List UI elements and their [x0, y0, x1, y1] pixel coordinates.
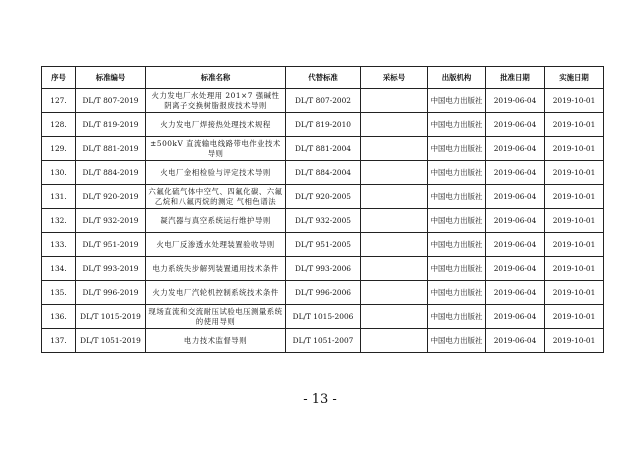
cell-name: 火电厂反渗透水处理装置验收导则	[146, 233, 286, 257]
cell-code: DL/T 807-2019	[76, 89, 146, 113]
cell-publisher: 中国电力出版社	[428, 89, 486, 113]
cell-code: DL/T 884-2019	[76, 161, 146, 185]
cell-effective: 2019-10-01	[545, 185, 604, 209]
cell-replaces: DL/T 1015-2006	[286, 305, 361, 329]
cell-name: 火力发电厂汽轮机控制系统技术条件	[146, 281, 286, 305]
cell-replaces: DL/T 881-2004	[286, 137, 361, 161]
header-effective: 实施日期	[545, 67, 604, 89]
cell-serial: 128.	[42, 113, 76, 137]
cell-name: 火电厂金相检验与评定技术导则	[146, 161, 286, 185]
cell-serial: 131.	[42, 185, 76, 209]
cell-replaces: DL/T 884-2004	[286, 161, 361, 185]
cell-effective: 2019-10-01	[545, 137, 604, 161]
table-row	[42, 185, 604, 209]
cell-approved: 2019-06-04	[486, 185, 545, 209]
cell-adopted	[361, 233, 428, 257]
cell-publisher: 中国电力出版社	[428, 329, 486, 353]
cell-code: DL/T 819-2019	[76, 113, 146, 137]
cell-publisher: 中国电力出版社	[428, 233, 486, 257]
cell-code: DL/T 932-2019	[76, 209, 146, 233]
cell-replaces: DL/T 993-2006	[286, 257, 361, 281]
cell-adopted	[361, 113, 428, 137]
table-row	[42, 209, 604, 233]
cell-name: 凝汽器与真空系统运行维护导则	[146, 209, 286, 233]
header-adopted: 采标号	[361, 67, 428, 89]
cell-publisher: 中国电力出版社	[428, 185, 486, 209]
cell-replaces: DL/T 807-2002	[286, 89, 361, 113]
cell-approved: 2019-06-04	[486, 257, 545, 281]
cell-serial: 134.	[42, 257, 76, 281]
cell-publisher: 中国电力出版社	[428, 281, 486, 305]
header-name: 标准名称	[146, 67, 286, 89]
table-body	[42, 89, 604, 353]
cell-publisher: 中国电力出版社	[428, 305, 486, 329]
cell-adopted	[361, 185, 428, 209]
cell-serial: 130.	[42, 161, 76, 185]
cell-name: 电力技术监督导则	[146, 329, 286, 353]
table-row	[42, 161, 604, 185]
cell-effective: 2019-10-01	[545, 161, 604, 185]
table-row	[42, 305, 604, 329]
cell-effective: 2019-10-01	[545, 113, 604, 137]
header-publisher: 出版机构	[428, 67, 486, 89]
cell-adopted	[361, 281, 428, 305]
cell-code: DL/T 1015-2019	[76, 305, 146, 329]
cell-publisher: 中国电力出版社	[428, 161, 486, 185]
cell-name: 火力发电厂水处理用 201×7 强碱性阴离子交换树脂报废技术导则	[146, 89, 286, 113]
cell-serial: 135.	[42, 281, 76, 305]
cell-approved: 2019-06-04	[486, 305, 545, 329]
cell-approved: 2019-06-04	[486, 137, 545, 161]
table-row	[42, 89, 604, 113]
table-row	[42, 113, 604, 137]
cell-effective: 2019-10-01	[545, 305, 604, 329]
cell-name: 火力发电厂焊接热处理技术规程	[146, 113, 286, 137]
cell-adopted	[361, 137, 428, 161]
cell-approved: 2019-06-04	[486, 281, 545, 305]
cell-replaces: DL/T 1051-2007	[286, 329, 361, 353]
cell-replaces: DL/T 819-2010	[286, 113, 361, 137]
table-row	[42, 329, 604, 353]
cell-approved: 2019-06-04	[486, 233, 545, 257]
cell-name: ±500kV 直流输电线路带电作业技术导则	[146, 137, 286, 161]
cell-effective: 2019-10-01	[545, 281, 604, 305]
cell-replaces: DL/T 932-2005	[286, 209, 361, 233]
cell-publisher: 中国电力出版社	[428, 113, 486, 137]
cell-adopted	[361, 209, 428, 233]
table-row	[42, 281, 604, 305]
header-code: 标准编号	[76, 67, 146, 89]
cell-serial: 137.	[42, 329, 76, 353]
cell-code: DL/T 881-2019	[76, 137, 146, 161]
cell-name: 六氟化硫气体中空气、四氟化碳、六氟乙烷和八氟丙烷的测定 气相色谱法	[146, 185, 286, 209]
cell-adopted	[361, 161, 428, 185]
cell-replaces: DL/T 996-2006	[286, 281, 361, 305]
header-replaces: 代替标准	[286, 67, 361, 89]
cell-approved: 2019-06-04	[486, 161, 545, 185]
cell-replaces: DL/T 920-2005	[286, 185, 361, 209]
cell-effective: 2019-10-01	[545, 89, 604, 113]
cell-code: DL/T 996-2019	[76, 281, 146, 305]
cell-code: DL/T 920-2019	[76, 185, 146, 209]
cell-effective: 2019-10-01	[545, 233, 604, 257]
cell-approved: 2019-06-04	[486, 209, 545, 233]
cell-publisher: 中国电力出版社	[428, 257, 486, 281]
header-serial: 序号	[42, 67, 76, 89]
cell-effective: 2019-10-01	[545, 257, 604, 281]
cell-effective: 2019-10-01	[545, 329, 604, 353]
cell-name: 电力系统失步解列装置通用技术条件	[146, 257, 286, 281]
cell-code: DL/T 951-2019	[76, 233, 146, 257]
cell-code: DL/T 993-2019	[76, 257, 146, 281]
cell-adopted	[361, 257, 428, 281]
page-number: - 13 -	[303, 392, 337, 407]
cell-publisher: 中国电力出版社	[428, 137, 486, 161]
cell-name: 现场直流和交流耐压试验电压测量系统的使用导则	[146, 305, 286, 329]
cell-publisher: 中国电力出版社	[428, 209, 486, 233]
cell-approved: 2019-06-04	[486, 329, 545, 353]
cell-serial: 136.	[42, 305, 76, 329]
cell-approved: 2019-06-04	[486, 113, 545, 137]
cell-serial: 133.	[42, 233, 76, 257]
cell-approved: 2019-06-04	[486, 89, 545, 113]
cell-adopted	[361, 89, 428, 113]
cell-adopted	[361, 329, 428, 353]
cell-effective: 2019-10-01	[545, 209, 604, 233]
table-row	[42, 137, 604, 161]
cell-serial: 127.	[42, 89, 76, 113]
table-header-row	[42, 67, 604, 89]
header-approved: 批准日期	[486, 67, 545, 89]
table-row	[42, 257, 604, 281]
standards-table	[41, 66, 604, 353]
cell-replaces: DL/T 951-2005	[286, 233, 361, 257]
cell-serial: 129.	[42, 137, 76, 161]
cell-serial: 132.	[42, 209, 76, 233]
cell-code: DL/T 1051-2019	[76, 329, 146, 353]
table-row	[42, 233, 604, 257]
cell-adopted	[361, 305, 428, 329]
